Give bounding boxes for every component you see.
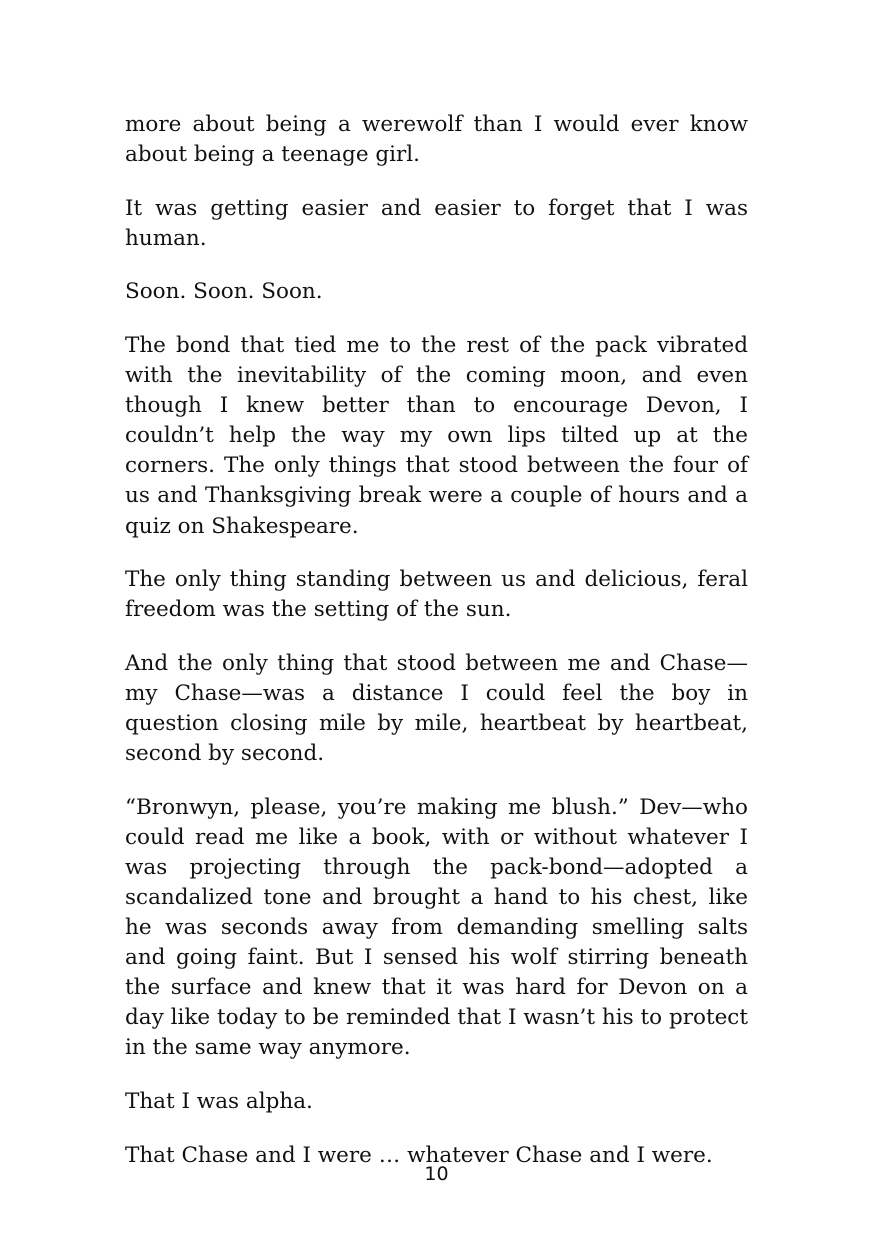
paragraph-7: “Bronwyn, please, you’re making me blush.” Dev—who could read me like a book, with or without whatever I was projecting through the pack-bond—adopted a scandalized tone and brought a hand to his chest, like he was seconds away from demanding smelling salts and going faint. But I sensed his wolf stirring beneath the surface and knew that it was hard for Devon on a day like today to be reminded that I wasn’t his to protect in the same way anymore. bbox=[125, 794, 748, 1061]
paragraph-1: more about being a werewolf than I would ever know about being a teenage girl. bbox=[125, 112, 748, 168]
paragraph-3: Soon. Soon. Soon. bbox=[125, 279, 323, 305]
paragraph-4: The bond that tied me to the rest of the pack vibrated with the inevitability of the coming moon, and even though I knew better than to encourage Devon, I couldn’t help the way my own lips tilted up at the corners. The only things that stood between the four of us and Thanksgiving break were a couple of hours and a quiz on Shakespeare. bbox=[125, 332, 748, 539]
paragraph-9: That Chase and I were … whatever Chase and I were. bbox=[125, 1142, 713, 1168]
paragraph-8: That I was alpha. bbox=[125, 1089, 313, 1115]
body-text bbox=[125, 110, 748, 1171]
page-number: 10 bbox=[424, 1163, 449, 1185]
paragraph-6: And the only thing that stood between me and Chase—my Chase—was a distance I could feel the boy in question closing mile by mile, heartbeat by heartbeat, second by second. bbox=[125, 650, 748, 767]
paragraph-2: It was getting easier and easier to forget that I was human. bbox=[125, 195, 748, 251]
paragraph-5: The only thing standing between us and delicious, feral freedom was the setting of the sun. bbox=[125, 567, 748, 623]
